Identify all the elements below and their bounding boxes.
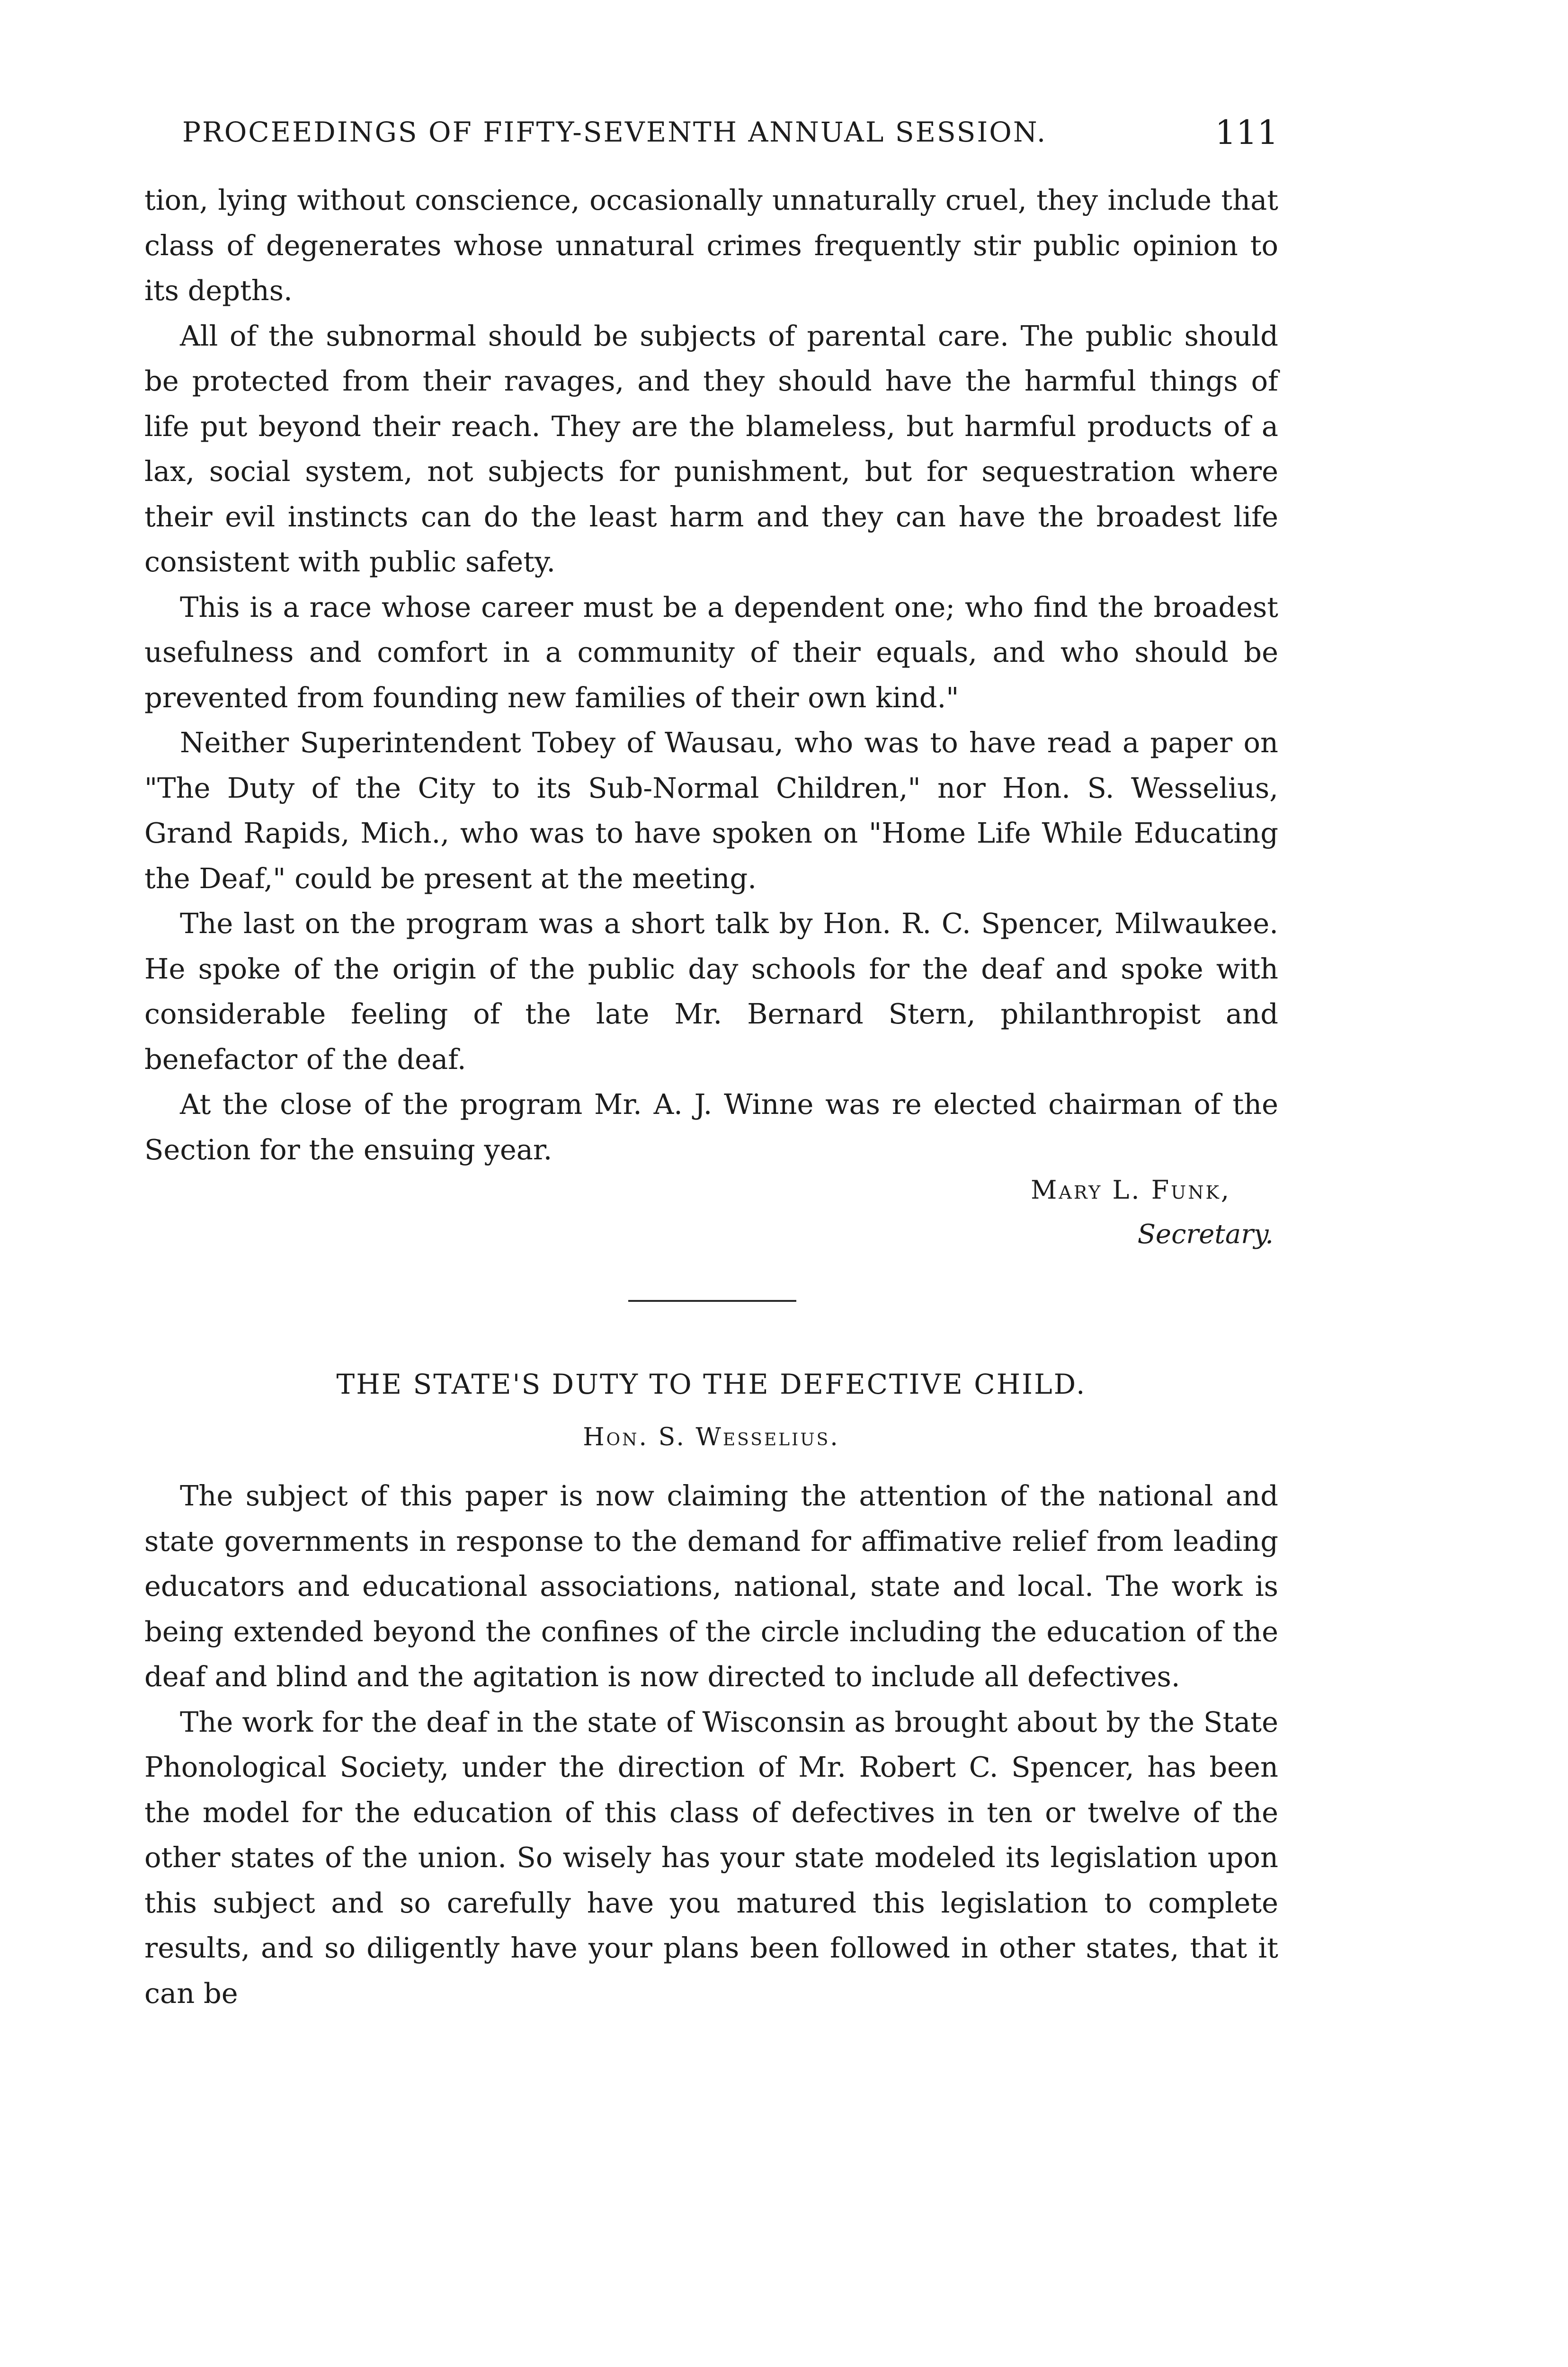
paragraph: The last on the program was a short talk by Hon. R. C. Spencer, Milwaukee. He spoke of the origin of the public day schools for the deaf and spoke with considerable feeling of the late Mr. Bernard Stern, philanthropist and benefactor of the deaf. <box>144 907 1278 1076</box>
paragraph: Neither Superintendent Tobey of Wausau, who was to have read a paper on "The Duty of the City to its Sub-Normal Children," nor Hon. S. Wesselius, Grand Rapids, Mich., who was to have spoken on "Home Life While Educating the Deaf," could be present at the meeting. <box>144 726 1278 895</box>
page-number: 111 <box>1215 113 1278 152</box>
book-page <box>144 113 1278 2016</box>
body-text <box>144 178 1278 1172</box>
article-author: Hon. S. Wesselius. <box>583 1423 840 1451</box>
paragraph: The subject of this paper is now claiming the attention of the national and state governments in response to the demand for affimative relief from leading educators and educational associations, national, state and local. The work is being extended beyond the confines of the circle including the education of the deaf and blind and the agitation is now directed to include all defectives. <box>144 1479 1278 1693</box>
article-title: THE STATE'S DUTY TO THE DEFECTIVE CHILD. <box>336 1368 1087 1400</box>
paragraph: This is a race whose career must be a dependent one; who find the broadest usefulness and comfort in a community of their equals, and who should be prevented from founding new families of their own kind." <box>144 590 1278 714</box>
running-head <box>144 113 1278 178</box>
signature-title: Secretary. <box>1137 1219 1274 1250</box>
paragraph: All of the subnormal should be subjects of parental care. The public should be protected from their ravages, and they should have the harmful things of life put beyond their reach. They are the blameless, but harmful products of a lax, social system, not subjects for punishment, but for sequestration where their evil instincts can do the least harm and they can have the broadest life consistent with public safety. <box>144 319 1278 578</box>
running-head-title: PROCEEDINGS OF FIFTY-SEVENTH ANNUAL SESSION. <box>182 116 1047 148</box>
paragraph: The work for the deaf in the state of Wisconsin as brought about by the State Phonological Society, under the direction of Mr. Robert C. Spencer, has been the model for the education of this class of defectives in ten or twelve of the other states of the union. So wisely has your state modeled its legislation upon this subject and so carefully have you matured this legislation to complete results, and so diligently have your plans been followed in other states, that it can be <box>144 1705 1278 2010</box>
article-body <box>144 1473 1278 2016</box>
paragraph-continuation: tion, lying without conscience, occasionally unnaturally cruel, they include that class of degenerates whose unnatural crimes frequently stir public opinion to its depths. <box>144 184 1278 307</box>
paragraph: At the close of the program Mr. A. J. Winne was re elected chairman of the Section for the ensuing year. <box>144 1088 1278 1166</box>
signature-name: Mary L. Funk, <box>1031 1175 1231 1205</box>
signature-block <box>144 1175 1278 1270</box>
section-divider <box>628 1300 796 1302</box>
